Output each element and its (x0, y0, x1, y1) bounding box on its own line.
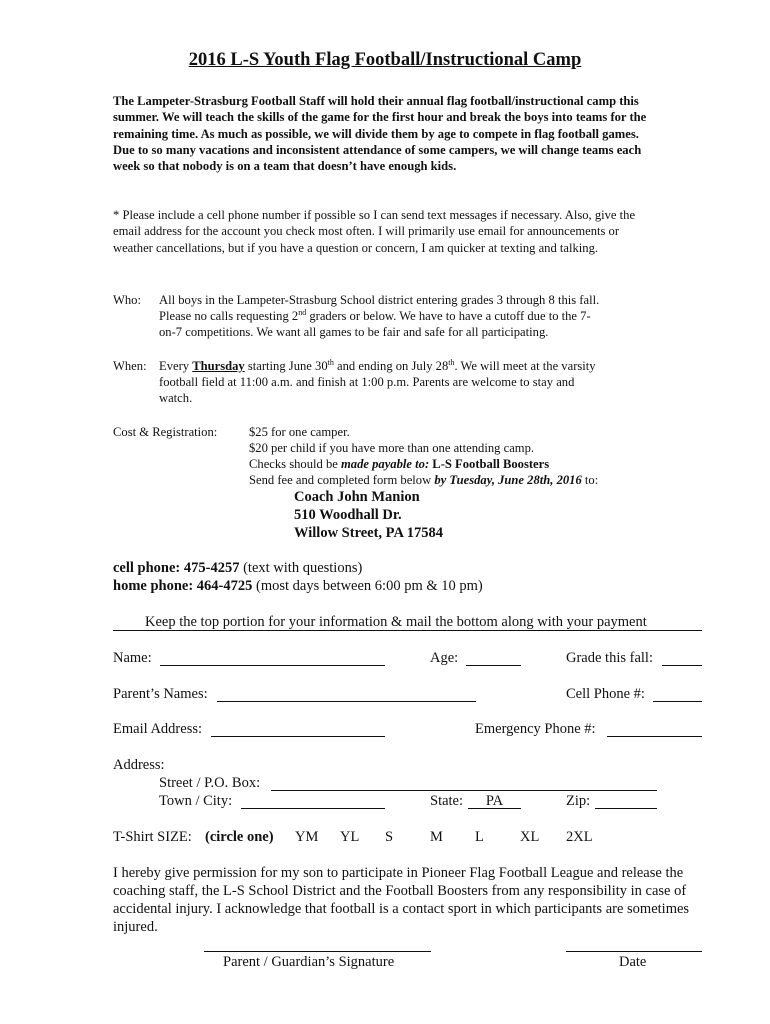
cost-line-3: Checks should be made payable to: L-S Football Boosters (249, 457, 550, 471)
date-field[interactable] (566, 951, 702, 952)
who-label: Who: (113, 293, 141, 307)
street-field[interactable] (271, 790, 657, 791)
cost-line-2: $20 per child if you have more than one attending camp. (249, 441, 535, 455)
email-field[interactable] (211, 736, 385, 737)
cost-label: Cost & Registration: (113, 425, 218, 439)
home-phone: home phone: 464-4725 (most days between 6:00 pm & 10 pm) (113, 578, 483, 594)
state-value[interactable]: PA (485, 793, 504, 809)
grade-field[interactable] (662, 665, 702, 666)
tshirt-size-m[interactable]: M (430, 829, 443, 845)
emergency-phone-field[interactable] (607, 736, 702, 737)
tshirt-size-xl[interactable]: XL (520, 829, 540, 845)
signature-field[interactable] (204, 951, 431, 952)
page-title: 2016 L-S Youth Flag Football/Instructional Camp (188, 50, 582, 70)
divider-text: Keep the top portion for your information & mail the bottom along with your payment (145, 614, 647, 630)
signature-label: Parent / Guardian’s Signature (223, 954, 395, 970)
name-label: Name: (113, 650, 152, 666)
when-line-3: watch. (159, 391, 193, 405)
town-label: Town / City: (159, 793, 233, 809)
date-label: Date (619, 954, 647, 970)
town-field[interactable] (241, 808, 385, 809)
tshirt-size-yl[interactable]: YL (340, 829, 360, 845)
contact-note: * Please include a cell phone number if possible so I can send text messages if necessary. Also, give the email address for the account you check most often. I will primarily use email for announcements or weather cancellations, but if you have a question or concern, I am quicker at texting and talking. (113, 208, 636, 255)
parents-field[interactable] (217, 701, 476, 702)
tshirt-size-2xl[interactable]: 2XL (566, 829, 593, 845)
address-name: Coach John Manion (294, 489, 420, 505)
cell-phone-label: Cell Phone #: (566, 686, 645, 702)
tshirt-size-l[interactable]: L (475, 829, 484, 845)
who-line-1: All boys in the Lampeter-Strasburg School district entering grades 3 through 8 this fall. (159, 293, 600, 307)
name-field[interactable] (160, 665, 385, 666)
cell-phone-field[interactable] (653, 701, 702, 702)
when-label: When: (113, 359, 147, 373)
cost-line-4: Send fee and completed form below by Tuesday, June 28th, 2016 to: (249, 473, 599, 487)
tshirt-circle-note: (circle one) (205, 829, 274, 845)
address-street: 510 Woodhall Dr. (294, 507, 402, 523)
street-label: Street / P.O. Box: (159, 775, 261, 791)
address-label: Address: (113, 757, 165, 773)
intro-paragraph: The Lampeter-Strasburg Football Staff will hold their annual flag football/instructional camp this summer. We will teach the skills of the game for the first hour and break the boys into teams for the remaining time. As much as possible, we will divide them by age to compete in flag football games. Due to so many vacations and inconsistent attendance of some campers, we will change teams each week so that nobody is on a team that doesn’t have enough kids. (113, 94, 647, 174)
state-label: State: (430, 793, 464, 809)
age-field[interactable] (466, 665, 521, 666)
cell-phone: cell phone: 475-4257 (text with questions) (113, 560, 363, 576)
parents-label: Parent’s Names: (113, 686, 208, 702)
zip-label: Zip: (566, 793, 591, 809)
tshirt-label: T-Shirt SIZE: (113, 829, 192, 845)
tshirt-size-ym[interactable]: YM (295, 829, 319, 845)
when-line-1: Every Thursday starting June 30th and ending on July 28th. We will meet at the varsity (159, 357, 596, 373)
emergency-phone-label: Emergency Phone #: (475, 721, 596, 737)
who-line-2: Please no calls requesting 2nd graders or below. We have to have a cutoff due to the 7- (159, 307, 591, 323)
age-label: Age: (430, 650, 459, 666)
cost-line-1: $25 for one camper. (249, 425, 350, 439)
grade-label: Grade this fall: (566, 650, 653, 666)
permission-paragraph: I hereby give permission for my son to participate in Pioneer Flag Football League and release the coaching staff, the L-S School District and the Football Boosters from any responsibility in case of accidental injury. I acknowledge that football is a contact sport in which participants are sometimes injured. (113, 865, 690, 935)
tshirt-size-s[interactable]: S (385, 829, 394, 845)
address-city: Willow Street, PA 17584 (294, 525, 444, 541)
state-field[interactable] (468, 808, 521, 809)
zip-field[interactable] (595, 808, 657, 809)
who-line-3: on-7 competitions. We want all games to be fair and safe for all participating. (159, 325, 549, 339)
email-label: Email Address: (113, 721, 203, 737)
when-line-2: football field at 11:00 a.m. and finish at 1:00 p.m. Parents are welcome to stay and (159, 375, 575, 389)
